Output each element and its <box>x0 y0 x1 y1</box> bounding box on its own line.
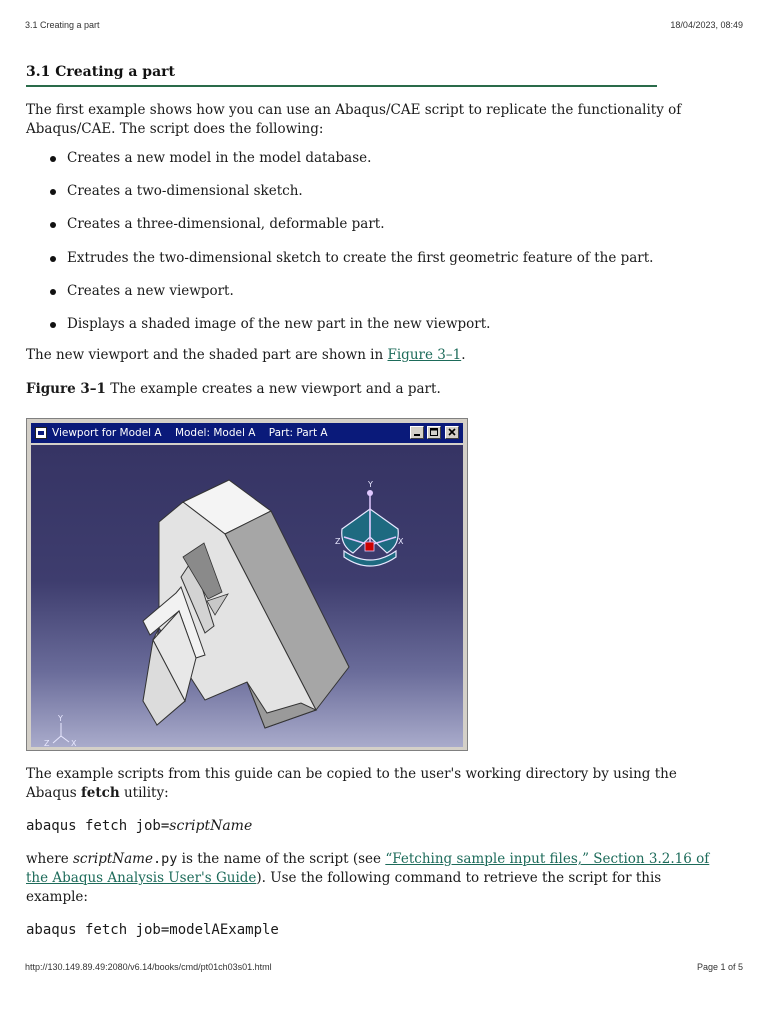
figure-caption-text: The example creates a new viewport and a part. <box>105 381 441 398</box>
viewport-canvas[interactable] <box>31 445 463 747</box>
list-item <box>26 249 716 268</box>
list-item-text: Displays a shaded image of the new part in the new viewport. <box>67 315 491 332</box>
fetch-text-end: utility: <box>119 785 169 801</box>
window-menu-icon[interactable] <box>35 427 47 439</box>
print-footer-page: Page 1 of 5 <box>696 962 743 972</box>
triad-y-label: Y <box>368 480 373 489</box>
maximize-icon <box>428 427 440 438</box>
viewport-sentence <box>26 346 716 365</box>
close-button[interactable] <box>445 426 459 439</box>
list-item <box>26 182 716 201</box>
list-item-text: Extrudes the two-dimensional sketch to create the first geometric feature of the part. <box>67 249 654 266</box>
close-icon <box>446 427 458 438</box>
axis-z-label: Z <box>44 739 50 747</box>
bullet-icon <box>50 156 56 162</box>
viewport-sentence-text: The new viewport and the shaded part are shown in <box>26 347 388 364</box>
code-block-example: abaqus fetch job=modelAExample <box>26 922 279 938</box>
after-figure-content <box>26 765 726 940</box>
fetch-paragraph <box>26 765 726 803</box>
list-item-text: Creates a new viewport. <box>67 282 234 299</box>
where-paragraph <box>26 850 726 907</box>
triad-x-label: X <box>398 537 404 546</box>
fetch-keyword: fetch <box>81 785 120 801</box>
bullet-icon <box>50 256 56 262</box>
main-content <box>26 64 716 399</box>
print-footer-url: http://130.149.89.49:2080/v6.14/books/cmd/pt01ch03s01.html <box>25 962 272 972</box>
print-header-title: 3.1 Creating a part <box>25 20 100 30</box>
code-script-name: scriptName <box>169 818 253 834</box>
triad-z-label: Z <box>335 537 341 546</box>
part-a-shape <box>143 480 349 728</box>
list-item <box>26 149 716 168</box>
page-title: 3.1 Creating a part <box>26 64 657 87</box>
where-text-2: is the name of the script (see <box>177 851 386 867</box>
viewport-title: Viewport for Model A Model: Model A Part: Part A <box>52 427 328 439</box>
steps-list <box>26 149 716 334</box>
axis-y-label: Y <box>58 714 63 723</box>
bullet-icon <box>50 289 56 295</box>
list-item-text: Creates a new model in the model database. <box>67 150 372 166</box>
list-item <box>26 215 716 234</box>
figure-label: Figure 3–1 <box>26 381 106 398</box>
where-script-name: scriptName <box>72 851 153 867</box>
code-block-fetch <box>26 817 726 836</box>
fetch-text: The example scripts from this guide can be copied to the user's working directory by using the Abaqus <box>26 766 677 801</box>
list-item-text: Creates a three-dimensional, deformable part. <box>67 216 385 233</box>
list-item-text: Creates a two-dimensional sketch. <box>67 183 303 200</box>
users-guide-link[interactable]: “Fetching sample input files,” Section 3.2.16 of the Abaqus Analysis User's Guide <box>26 851 710 886</box>
axis-triad-icon <box>44 714 77 747</box>
viewport-sentence-end: . <box>461 347 466 364</box>
part-a-render <box>31 445 463 747</box>
bullet-icon <box>50 322 56 328</box>
figure-caption <box>26 380 716 399</box>
minimize-icon <box>411 427 423 438</box>
orientation-triad-icon <box>335 480 404 566</box>
print-header-datetime: 18/04/2023, 08:49 <box>670 20 743 30</box>
list-item <box>26 315 716 334</box>
where-text: where <box>26 851 73 867</box>
minimize-button[interactable] <box>410 426 424 439</box>
viewport-window[interactable] <box>26 418 468 751</box>
where-text-3: ). Use the following command to retrieve the script for this example: <box>26 870 662 905</box>
bullet-icon <box>50 189 56 195</box>
list-item <box>26 282 716 301</box>
viewport-titlebar[interactable] <box>31 423 463 443</box>
figure-link[interactable]: Figure 3–1 <box>387 347 462 364</box>
bullet-icon <box>50 222 56 228</box>
maximize-button[interactable] <box>427 426 441 439</box>
intro-paragraph: The first example shows how you can use an Abaqus/CAE script to replicate the functionality of Abaqus/CAE. The script does the following: <box>26 102 682 137</box>
where-extension: .py <box>152 851 178 867</box>
code-fetch-command: abaqus fetch job= <box>26 818 170 834</box>
axis-x-label: X <box>71 739 77 747</box>
